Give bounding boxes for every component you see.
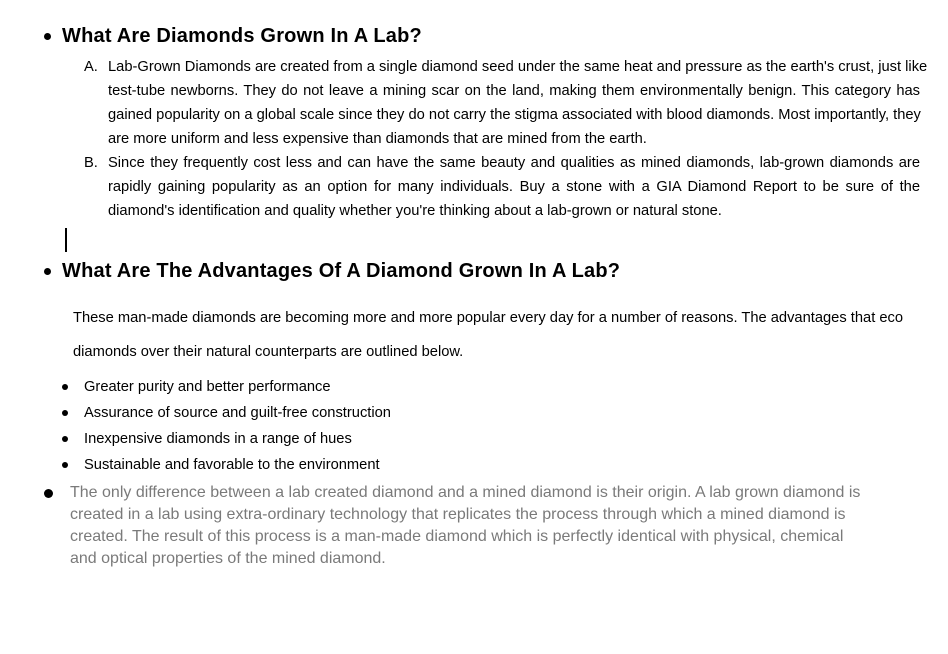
text-line: rapidly gaining popularity as an option for many individuals. Buy a stone with a GIA Diamond Report to be sure of the — [108, 179, 920, 195]
text-line: diamond's identification and quality whether you're thinking about a lab-grown or natural stone. — [108, 203, 722, 219]
text-line: created in a lab using extra-ordinary technology that replicates the process through which a mined diamond is — [70, 506, 846, 523]
text-line: gained popularity on a global scale since they do not carry the stigma associated with blood diamonds. Most importantly, they — [108, 107, 921, 123]
intro-paragraph — [73, 301, 923, 369]
text-line: are more uniform and less expensive than diamonds that are mined from the earth. — [108, 131, 647, 147]
advantage-text: Greater purity and better performance — [84, 379, 331, 395]
advantage-text: Assurance of source and guilt-free construction — [84, 405, 391, 421]
advantage-text: Sustainable and favorable to the environment — [84, 457, 380, 473]
list-item-b — [84, 151, 920, 223]
heading-bullet-icon — [44, 33, 51, 40]
note-text — [70, 482, 915, 570]
advantage-item — [84, 374, 948, 400]
text-cursor — [65, 228, 67, 252]
bullet-icon — [62, 410, 68, 416]
heading-bullet-icon — [44, 268, 51, 275]
note-bullet-icon — [44, 489, 53, 498]
text-line: test-tube newborns. They do not leave a mining scar on the land, making them environmentally benign. This category has — [108, 83, 920, 99]
text-line: The only difference between a lab created diamond and a mined diamond is their origin. A lab grown diamond is — [70, 484, 861, 501]
list-item-a — [84, 55, 928, 151]
list-label-b: B. — [84, 155, 98, 171]
bullet-icon — [62, 462, 68, 468]
text-line: Since they frequently cost less and can have the same beauty and qualities as mined diamonds, lab-grown diamonds are — [108, 155, 920, 171]
heading-what-are-lab-diamonds — [62, 25, 948, 48]
text-line: These man-made diamonds are becoming more and more popular every day for a number of reasons. The advantages that eco — [73, 310, 904, 326]
text-line: created. The result of this process is a man-made diamond which is perfectly identical with physical, chemical — [70, 528, 844, 545]
advantage-item — [84, 400, 948, 426]
heading-text: What Are Diamonds Grown In A Lab? — [62, 25, 422, 47]
advantage-item — [84, 426, 948, 452]
text-line: and optical properties of the mined diamond. — [70, 550, 386, 567]
text-line: Lab-Grown Diamonds are created from a single diamond seed under the same heat and pressure as the earth's crust, just like — [108, 59, 928, 75]
lettered-list — [84, 55, 928, 223]
list-item-b-text — [108, 151, 920, 223]
advantage-text: Inexpensive diamonds in a range of hues — [84, 431, 352, 447]
advantages-list — [0, 374, 948, 478]
bullet-icon — [62, 436, 68, 442]
heading-text: What Are The Advantages Of A Diamond Grown In A Lab? — [62, 260, 621, 282]
bullet-icon — [62, 384, 68, 390]
advantage-item — [84, 452, 948, 478]
empty-line — [0, 223, 948, 253]
list-label-a: A. — [84, 59, 98, 75]
text-line: diamonds over their natural counterparts are outlined below. — [73, 344, 464, 360]
list-item-a-text — [108, 55, 928, 151]
note-paragraph — [70, 482, 915, 570]
heading-advantages — [62, 260, 948, 283]
